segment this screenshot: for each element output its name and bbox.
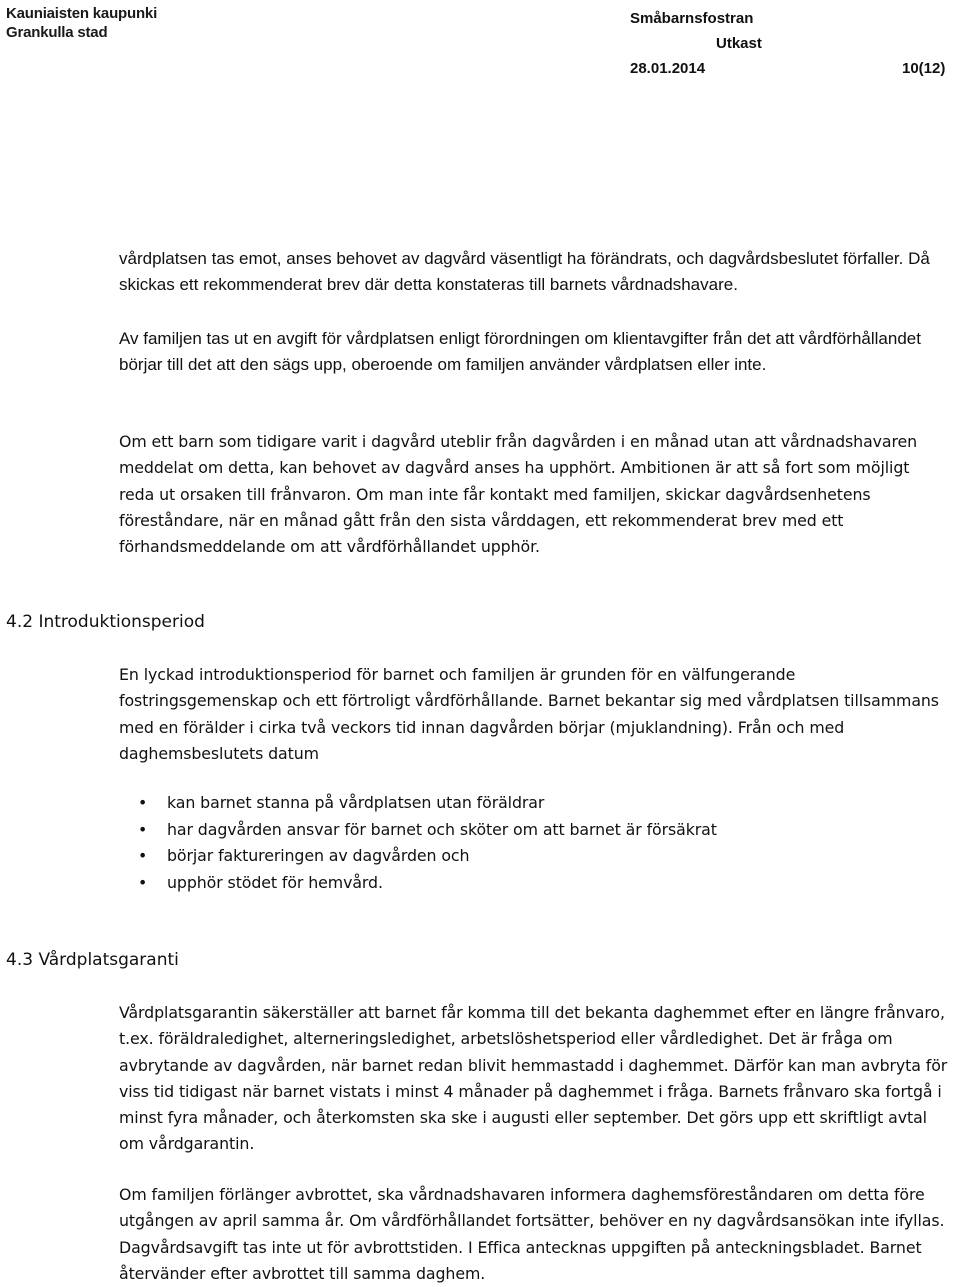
bullet-icon: •: [138, 793, 148, 812]
bullet-list: [138, 790, 717, 896]
section-heading-4-2: 4.2 Introduktionsperiod: [6, 612, 205, 632]
list-item-text: kan barnet stanna på vårdplatsen utan föräldrar: [167, 793, 545, 812]
bullet-icon: •: [138, 872, 148, 892]
list-item: [138, 843, 717, 870]
document-date: 28.01.2014: [630, 60, 706, 77]
org-name: [6, 4, 157, 42]
paragraph-introduktion: En lyckad introduktionsperiod för barnet och familjen är grunden för en välfungerande fostringsgemenskap och ett förtroligt vårdförhållande. Barnet bekantar sig med vårdplatsen tillsammans med en förälder i cirka två veckors tid innan dagvården börjar (mjuklandning). Från och med daghemsbeslutets datum: [119, 665, 939, 763]
paragraph-avgift: Av familjen tas ut en avgift för vårdplatsen enligt förordningen om klientavgifter från det att vårdförhållandet börjar till det att den sägs upp, oberoende om familjen använder vårdplatsen eller inte.: [119, 329, 921, 375]
org-name-finnish: Kauniaisten kaupunki: [6, 5, 158, 22]
page-header: [620, 6, 960, 81]
list-item: [138, 790, 717, 817]
list-item-text: börjar faktureringen av dagvården och: [167, 846, 470, 865]
paragraph-franvaro: Om ett barn som tidigare varit i dagvård uteblir från dagvården i en månad utan att vårdnadshavaren meddelat om detta, kan behovet av dagvård anses ha upphört. Ambitionen är att så fort som möjligt reda ut orsaken till frånvaron. Om man inte får kontakt med familjen, skickar dagvårdsenhetens föreståndare, när en månad gått från den sista vårddagen, ett rekommenderat brev med ett förhandsmeddelande om att vårdförhållandet upphör.: [119, 432, 918, 557]
bullet-icon: •: [138, 819, 148, 839]
document-title: Småbarnsfostran: [630, 10, 754, 27]
paragraph-forlangt-avbrott: Om familjen förlänger avbrottet, ska vårdnadshavaren informera daghemsföreståndaren om detta före utgången av april samma år. Om vårdförhållandet fortsätter, behöver en ny dagvårdsansökan inte ifyllas. Dagvårdsavgift tas inte ut för avbrottstiden. I Effica antecknas uppgiften på anteckningsbladet. Barnet återvänder efter avbrottet till samma daghem.: [119, 1185, 945, 1283]
paragraph-dagvardsbeslut: vårdplatsen tas emot, anses behovet av dagvård väsentligt ha förändrats, och dagvårdsbeslutet förfaller. Då skickas ett rekommenderat brev där detta konstateras till barnets vårdnadshavare.: [119, 249, 930, 295]
document-status: Utkast: [716, 35, 762, 52]
paragraph-vardplatsgaranti: Vårdplatsgarantin säkerställer att barnet får komma till det bekanta daghemmet efter en längre frånvaro, t.ex. föräldraledighet, alterneringsledighet, arbetslöshetsperiod eller vårdledighet. Det är fråga om avbrytande av dagvården, när barnet redan blivit hemmastadd i daghemmet. Därför kan man avbryta för viss tid tidigast när barnet vistats i minst 4 månader på daghemmet i fråga. Barnets frånvaro ska fortgå i minst fyra månader, och återkomsten ska ske i augusti eller september. Det görs upp ett skriftligt avtal om vårdgarantin.: [119, 1003, 948, 1154]
list-item-text: har dagvården ansvar för barnet och sköter om att barnet är försäkrat: [167, 819, 717, 839]
list-item: [138, 870, 717, 897]
bullet-icon: •: [138, 846, 148, 865]
page-number: 10(12): [902, 60, 946, 77]
list-item-text: upphör stödet för hemvård.: [167, 872, 383, 892]
list-item: [138, 817, 717, 844]
section-heading-4-3: 4.3 Vårdplatsgaranti: [6, 950, 179, 970]
org-name-swedish: Grankulla stad: [6, 24, 108, 41]
